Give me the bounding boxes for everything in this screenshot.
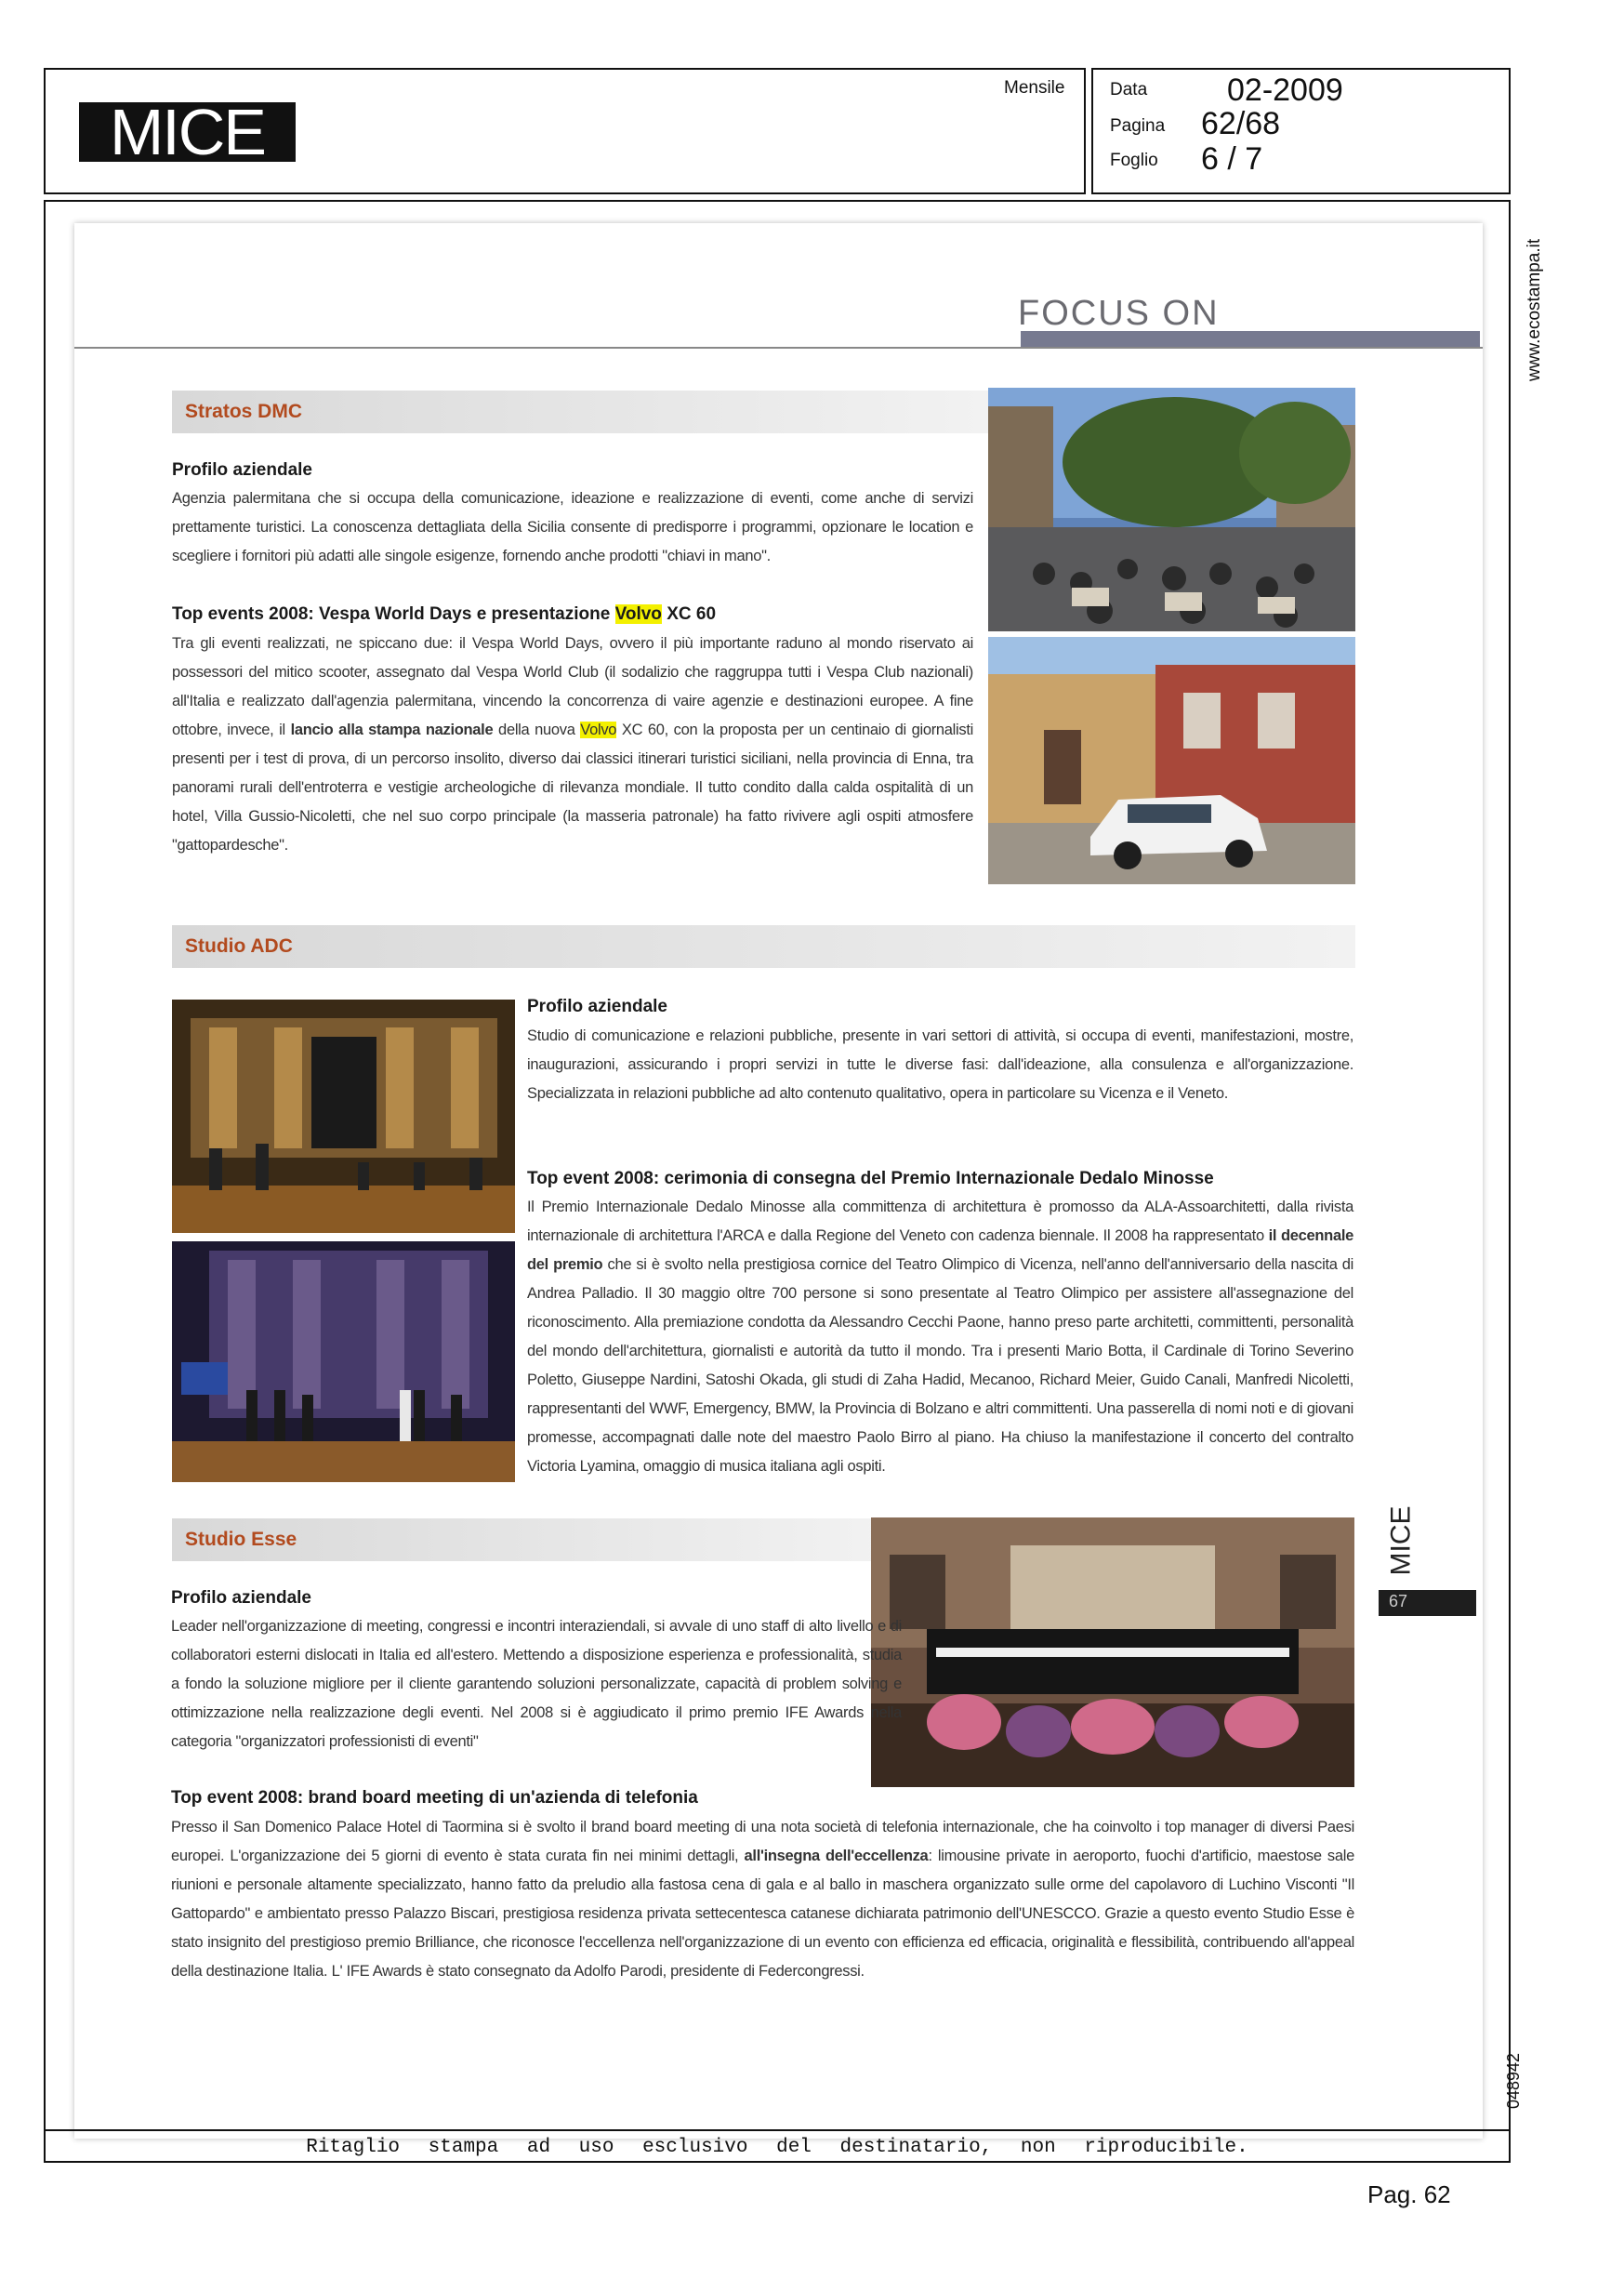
section-header-esse bbox=[172, 1518, 888, 1561]
text-part: Il Premio Internazionale Dedalo Minosse alla committenza di architettura è promosso da ALA-Assoarchitetti, dalla rivista internazionale di architettura l'ARCA e dalla Regione del Veneto con cadenza biennale. Il 2008 ha rappresentato bbox=[527, 1199, 1353, 1244]
vespa-photo bbox=[988, 388, 1355, 631]
section-title: Stratos DMC bbox=[185, 401, 303, 422]
section-header-adc bbox=[172, 925, 1355, 968]
focus-on-title: FOCUS ON bbox=[1018, 294, 1220, 333]
bold-part: lancio alla stampa nazionale bbox=[290, 722, 494, 738]
foglio-value: 6 / 7 bbox=[1201, 141, 1263, 177]
stratos-profile-text: Agenzia palermitana che si occupa della comunicazione, ideazione e realizzazione di eventi, come anche di servizi prettamente turistici. La conoscenza dettagliata della Sicilia consente di predisporre i programmi, opzionare le location e scegliere i fornitori più adatti alle singole esigenze, fornendo anche prodotti "chiavi in mano". bbox=[172, 490, 973, 564]
stratos-top-text bbox=[172, 629, 973, 860]
text-part: della nuova bbox=[493, 722, 581, 738]
text-part: XC 60, con la proposta per un centinaio di giornalisti presenti per i test di prova, di un percorso insolito, diverso dai classici itinerari turistici siciliani, nella provincia di Enna, tra panorami rurali dell'entroterra e vestigie archeologiche di rilevanza mondiale. Il tutto condito dalla calda ospitalità di un hotel, Villa Gussio-Nicoletti, che nel suo corpo principale (la masseria patronale) ha fatto rivivere agli ospiti atmosfere "gattopardesche". bbox=[172, 722, 974, 854]
section-title: Studio Esse bbox=[185, 1529, 297, 1550]
archive-code: 048942 bbox=[1504, 2052, 1523, 2109]
page-number: Pag. 62 bbox=[1367, 2180, 1451, 2208]
page-tab-number: 67 bbox=[1389, 1592, 1408, 1610]
adc-top-text bbox=[527, 1193, 1353, 1481]
text-part: : limousine private in aeroporto, fuochi d'artificio, maestose sale riunioni e personale altamente specializzato, hanno fatto da preludio alla fastosa cena di gala e al ballo in maschera organizzato sulle orme del capolavoro di Luchino Visconti "Il Gattopardo" e ambientato presso Palazzo Biscari, prestigiosa residenza privata settecentesca catanese dichiarata patrimonio dell'UNESCCO. Grazie a questo evento Studio Esse è stato insignito del prestigioso premio Brilliance, che riconosce l'eccellenza nell'organizzazione di un evento con efficienza ed efficacia, originalità e flessibilità, contribuendo all'appeal della destinazione Italia. L' IFE Awards è stato consegnato da Adolfo Parodi, presidente di Federcongressi. bbox=[171, 1848, 1355, 1980]
adc-profile-text: Studio di comunicazione e relazioni pubbliche, presente in vari settori di attività, si occupa di eventi, manifestazioni, mostre, inaugurazioni, assicurando i propri servizi in tutte le diverse fasi: dall'ideazione, alla consulenza e all'organizzazione. Specializzata in relazioni pubbliche ad alto contenuto qualitativo, opera in particolare su Vicenza e il Veneto. bbox=[527, 1027, 1353, 1102]
text-part: Presso il San Domenico Palace Hotel di Taormina si è svolto il brand board meeting di una nota società di telefonia internazionale, che ha coinvolto i top manager di diversi Paesi europei. L'organizzazione dei 5 giorni di evento è stata curata fin nei minimi dettagli, bbox=[171, 1819, 1354, 1864]
adc-top-head: Top event 2008: cerimonia di consegna del Premio Internazionale Dedalo Minosse bbox=[527, 1169, 1214, 1188]
bold-part: all'insegna dell'eccellenza bbox=[744, 1848, 929, 1864]
adc-profile-head: Profilo aziendale bbox=[527, 997, 667, 1016]
adc-theatre-photo-2 bbox=[172, 1241, 515, 1482]
stratos-top-head-part: XC 60 bbox=[661, 604, 717, 624]
stratos-top-head-part: Top events 2008: Vespa World Days e presentazione bbox=[172, 604, 615, 624]
text-part: Tra gli eventi realizzati, ne spiccano due: il Vespa World Days, ovvero il più importante raduno al mondo riservato ai possessori del mitico scooter, assegnato dal Vespa World Club (il sodalizio che raggruppa tutti i Vespa Club nazionali) all'Italia e realizzato dall'agenzia palermitana, vincendo la concorrenza di vaire agenzie e destinazioni europee. A fine ottobre, invece, il bbox=[172, 635, 973, 738]
periodicity: Mensile bbox=[1004, 78, 1065, 98]
mice-logo: MICE bbox=[79, 102, 296, 162]
bold-part: il decennale del premio bbox=[527, 1227, 1353, 1273]
esse-top-head: Top event 2008: brand board meeting di un'azienda di telefonia bbox=[171, 1788, 698, 1808]
volvo-photo bbox=[988, 637, 1355, 884]
section-header-stratos bbox=[172, 391, 990, 433]
pagina-label: Pagina bbox=[1110, 116, 1166, 136]
esse-profile-text: Leader nell'organizzazione di meeting, congressi e incontri interaziendali, si avvale di uno staff di alto livello e di collaboratori esterni dislocati in Italia ed all'estero. Mettendo a disposizione esperienza e professionalità, studia a fondo la soluzione migliore per il cliente garantendo soluzioni personalizzate, capacità di problem solving e ottimizzazione nella realizzazione degli eventi. Nel 2008 si è aggiudicato il primo premio IFE Awards nella categoria "organizzatori professionisti di eventi" bbox=[171, 1618, 902, 1750]
section-title: Studio ADC bbox=[185, 935, 293, 957]
text-part: che si è svolto nella prestigiosa cornice del Teatro Olimpico di Vicenza, nell'anno dell'anniversario della nascita di Andrea Palladio. Il 30 maggio oltre 700 persone si sono presentate al Teatro Olimpico per assistere all'assegnazione del riconoscimento. Alla premiazione condotta da Alessandro Cecchi Paone, hanno preso parte architetti, committenti, personalità del mondo dell'architettura, giornalisti e autorità da tutto il mondo. Tra i presenti Mario Botta, il Cardinale di Torino Severino Poletto, Giuseppe Nardini, Satoshi Okada, gli studi di Zaha Hadid, Mecanoo, Richard Meier, Guido Canali, Manfredi Nicoletti, rappresentanti del WWF, Emergency, BMW, la Provincia di Bolzano e altri committenti. Una passerella di nomi noti e di giovani promesse, accompagnati dalle note del maestro Paolo Birro al piano. Ha chiuso la manifestazione il concerto del contralto Victoria Lyamina, omaggio di musica italiana agli ospiti. bbox=[527, 1256, 1354, 1475]
website-vertical: www.ecostampa.it bbox=[1525, 238, 1544, 381]
esse-profile-head: Profilo aziendale bbox=[171, 1588, 311, 1608]
side-mice-logo: MICE bbox=[1385, 1505, 1417, 1576]
volvo-highlight: Volvo bbox=[580, 722, 617, 738]
stratos-profile-head: Profilo aziendale bbox=[172, 460, 312, 480]
volvo-highlight: Volvo bbox=[614, 604, 662, 624]
focus-rule bbox=[74, 347, 1483, 349]
data-value: 02-2009 bbox=[1227, 73, 1343, 108]
disclaimer: Ritaglio stampa ad uso esclusivo del destinatario, non riproducibile. bbox=[44, 2129, 1511, 2163]
esse-top-text bbox=[171, 1813, 1354, 1986]
stratos-top-head bbox=[172, 604, 990, 625]
adc-theatre-photo-1 bbox=[172, 1000, 515, 1233]
pagina-value: 62/68 bbox=[1201, 106, 1281, 141]
foglio-label: Foglio bbox=[1110, 151, 1158, 170]
data-label: Data bbox=[1110, 80, 1148, 99]
esse-gala-photo bbox=[871, 1517, 1354, 1787]
